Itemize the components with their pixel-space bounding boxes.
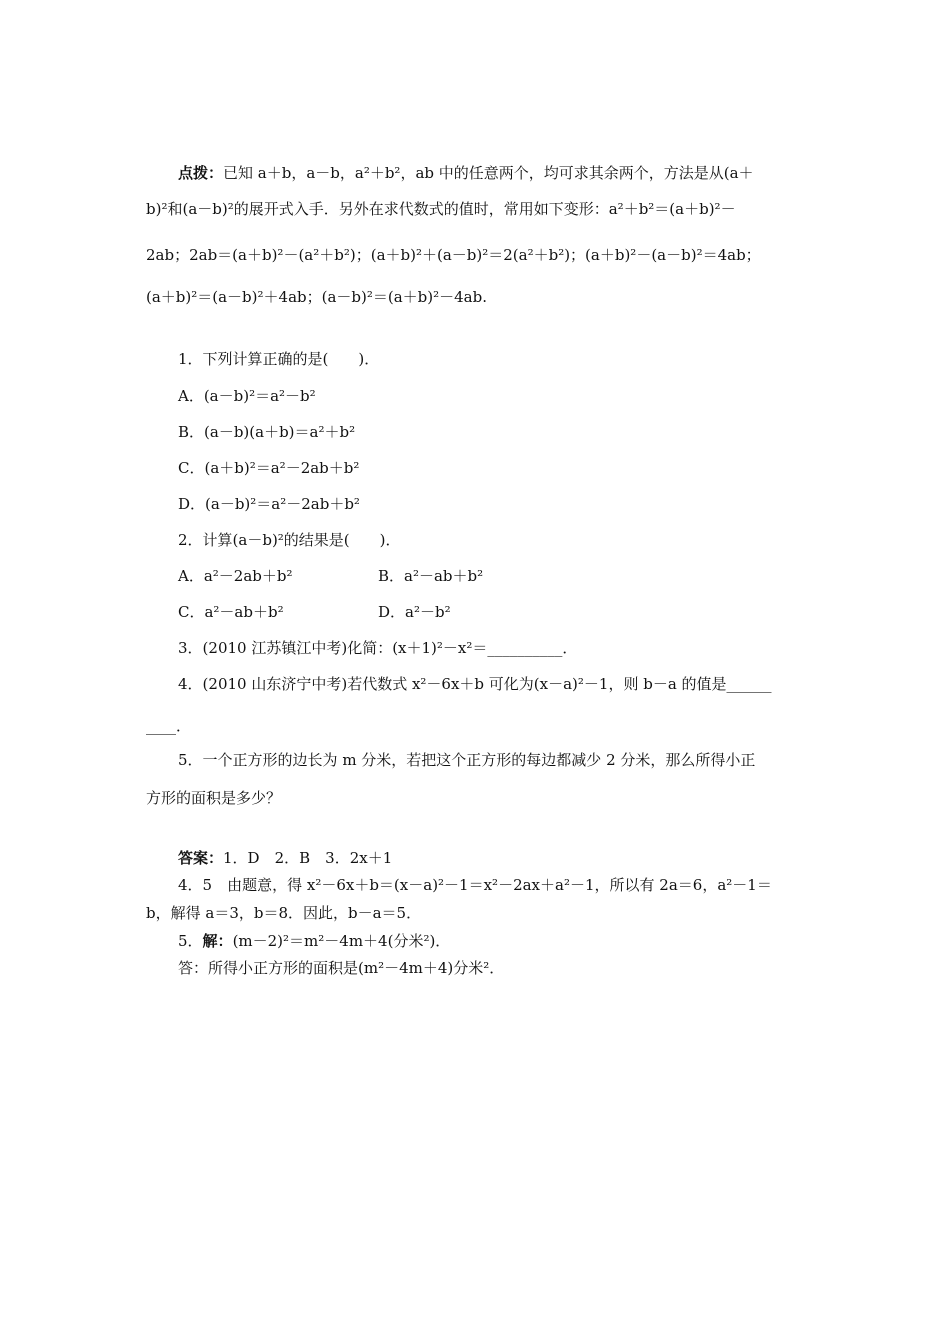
question-1-option-c: C．(a＋b)²＝a²－2ab＋b² <box>178 459 360 477</box>
answer-5-body: (m－2)²＝m²－4m＋4(分米²)． <box>232 932 451 950</box>
question-3: 3．(2010 江苏镇江中考)化简：(x＋1)²－x²＝__________． <box>178 639 578 657</box>
question-2-options-row-2 <box>178 602 451 622</box>
answers-first: 1．D 2．B 3．2x＋1 <box>223 849 393 867</box>
answers-label: 答案： <box>178 849 224 867</box>
question-2-options-row-1 <box>178 566 484 586</box>
question-1-option-a: A．(a－b)²＝a²－b² <box>178 387 316 405</box>
hint-line-2: b)²和(a－b)²的展开式入手．另外在求代数式的值时，常用如下变形：a²＋b²＝(a＋b)²－ <box>146 200 736 218</box>
hint-label: 点拨： <box>178 164 224 182</box>
answer-5-label: 解： <box>202 932 233 950</box>
question-5-line-1: 5．一个正方形的边长为 m 分米，若把这个正方形的每边都减少 2 分米，那么所得小正 <box>178 751 756 769</box>
answer-4-line-2: b，解得 a＝3，b＝8．因此，b－a＝5． <box>146 904 422 922</box>
hint-line-3: 2ab；2ab＝(a＋b)²－(a²＋b²)；(a＋b)²＋(a－b)²＝2(a²＋b²)；(a＋b)²－(a－b)²＝4ab； <box>146 246 761 264</box>
answer-5-prefix: 5． <box>178 932 203 950</box>
question-2-option-a: A．a²－2ab＋b² <box>178 567 293 585</box>
hint-line-4: (a＋b)²＝(a－b)²＋4ab；(a－b)²＝(a＋b)²－4ab. <box>146 288 487 306</box>
hint-text-1: 已知 a＋b，a－b，a²＋b²，ab 中的任意两个，均可求其余两个，方法是从(a＋ <box>223 164 754 182</box>
question-1-option-b: B．(a－b)(a＋b)＝a²＋b² <box>178 423 356 441</box>
question-5-line-2: 方形的面积是多少？ <box>146 789 282 807</box>
question-1-option-d: D．(a－b)²＝a²－2ab＋b² <box>178 495 360 513</box>
question-4-line-1: 4．(2010 山东济宁中考)若代数式 x²－6x＋b 可化为(x－a)²－1，则 b－a 的值是______ <box>178 675 772 693</box>
answer-4-line-1: 4．5 由题意，得 x²－6x＋b＝(x－a)²－1＝x²－2ax＋a²－1，所以有 2a＝6，a²－1＝ <box>178 876 772 894</box>
answer-5-final: 答：所得小正方形的面积是(m²－4m＋4)分米²． <box>178 959 505 977</box>
question-4-line-2: ____． <box>146 717 192 735</box>
hint-line-1 <box>178 163 754 183</box>
question-2-stem: 2．计算(a－b)²的结果是( )． <box>178 531 401 549</box>
question-2-option-d: D．a²－b² <box>378 603 451 621</box>
answer-5-line <box>178 931 450 951</box>
answers-line-1 <box>178 848 392 868</box>
question-2-option-b: B．a²－ab＋b² <box>378 567 484 585</box>
question-2-option-c: C．a²－ab＋b² <box>178 603 284 621</box>
question-1-stem: 1．下列计算正确的是( )． <box>178 350 380 368</box>
